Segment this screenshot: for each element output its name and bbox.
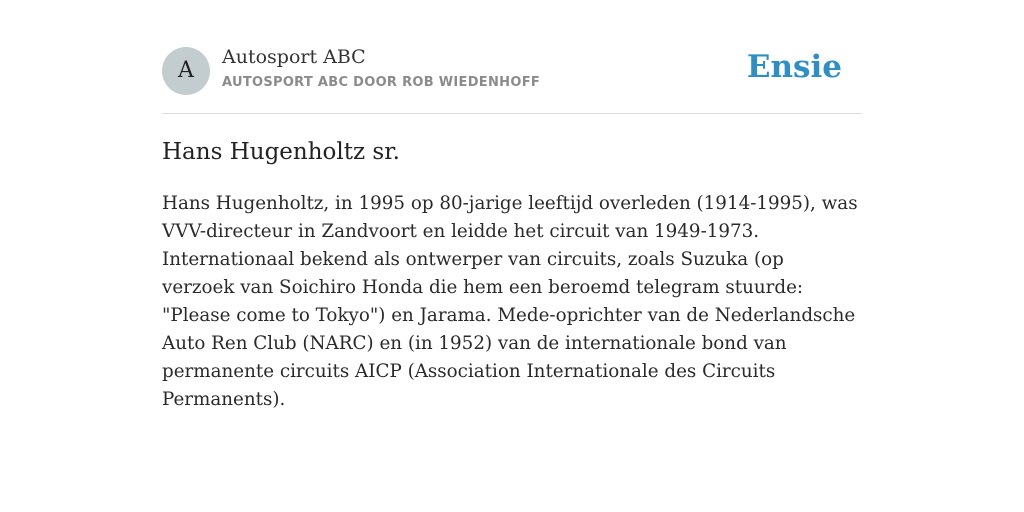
entry-title: Hans Hugenholtz sr. bbox=[162, 139, 400, 165]
author-name[interactable]: Autosport ABC bbox=[222, 46, 366, 68]
author-header bbox=[162, 0, 862, 114]
author-subtitle: AUTOSPORT ABC DOOR ROB WIEDENHOFF bbox=[222, 75, 541, 90]
ensie-logo[interactable]: Ensie bbox=[746, 49, 842, 85]
avatar[interactable]: A bbox=[162, 47, 210, 95]
entry-card bbox=[162, 0, 862, 410]
entry-body: Hans Hugenholtz, in 1995 op 80-jarige leeftijd overleden (1914-1995), was VVV-directeur in Zandvoort en leidde het circuit van 1949-1973. Internationaal bekend als ontwerper van circuits, zoals Suzuka (op verzoek van Soichiro Honda die hem een beroemd telegram stuurde: "Please come to Tokyo") en Jarama. Mede-oprichter van de Nederlandsche Auto Ren Club (NARC) en (in 1952) van de internationale bond van permanente circuits AICP (Association Internationale des Circuits Permanents). bbox=[162, 193, 858, 410]
